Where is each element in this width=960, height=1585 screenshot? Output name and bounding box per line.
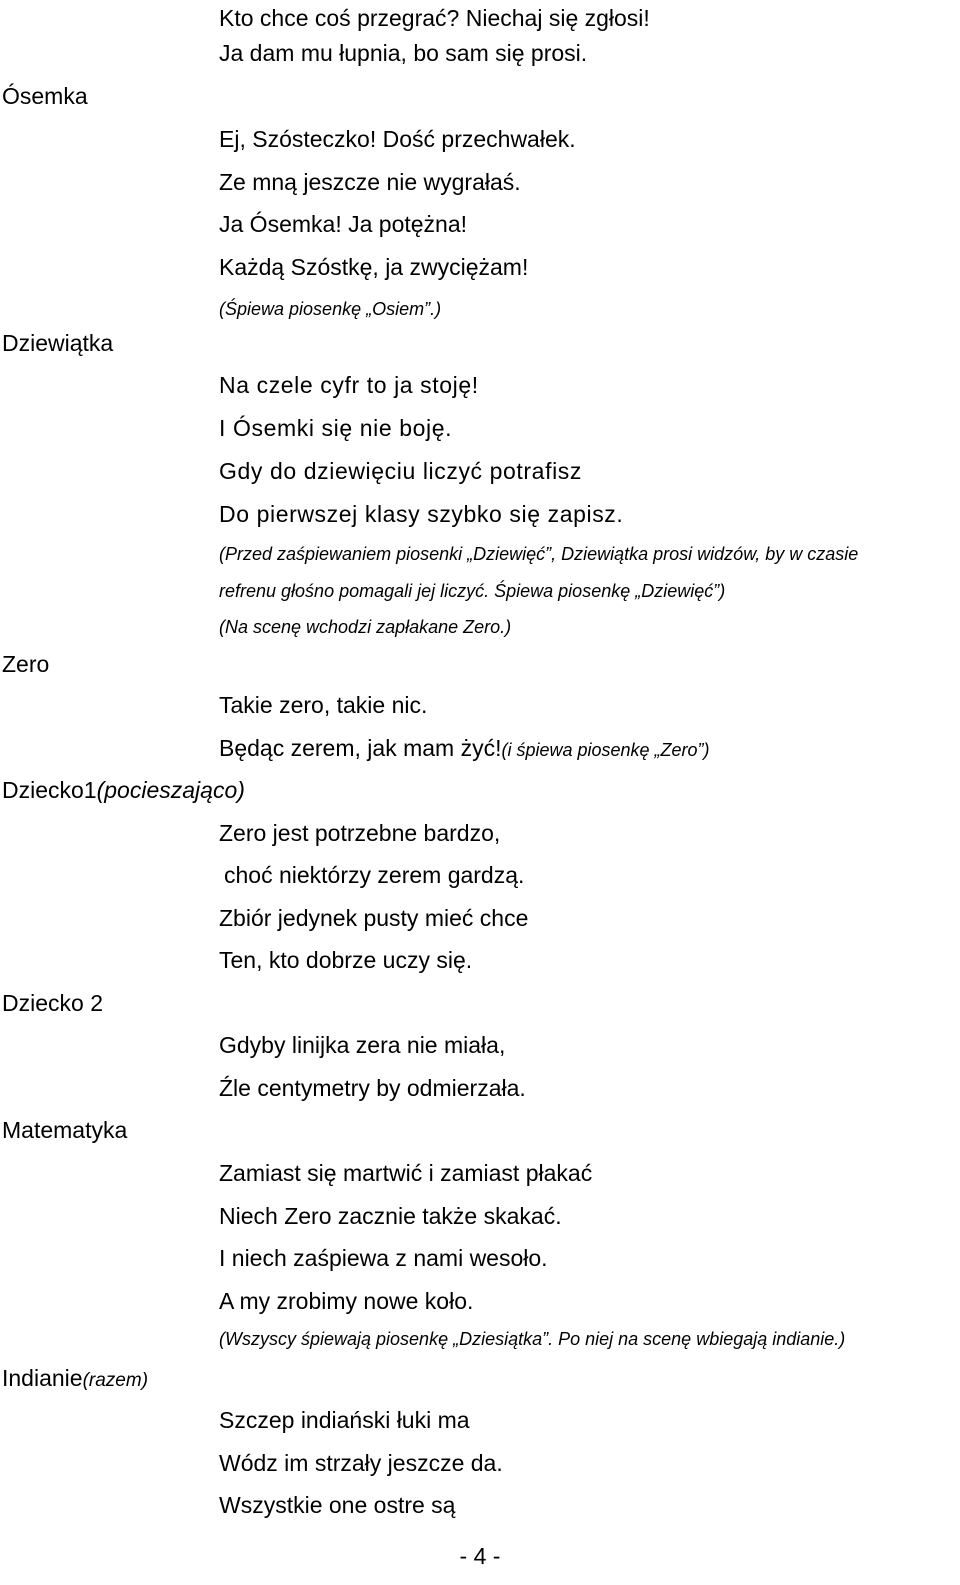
dialogue-line: Ej, Szósteczko! Dość przechwałek. [219,126,576,152]
speaker-dziecko1 [2,776,245,804]
dialogue-line: I Ósemki się nie boję. [219,415,453,441]
speaker-osemka: Ósemka [2,83,88,109]
dialogue-line: Na czele cyfr to ja stoję! [219,372,479,398]
dialogue-line: Takie zero, takie nic. [219,692,428,718]
stage-direction: (i śpiewa piosenkę „Zero”) [501,740,710,760]
dialogue-line: Ja dam mu łupnia, bo sam się prosi. [219,40,588,66]
dialogue-line: Zamiast się martwić i zamiast płakać [219,1160,593,1186]
dialogue-line: Do pierwszej klasy szybko się zapisz. [219,501,624,527]
dialogue-line: Gdy do dziewięciu liczyć potrafisz [219,458,582,484]
stage-note: (razem) [82,1370,149,1391]
dialogue-text: Będąc zerem, jak mam żyć! [219,735,502,761]
dialogue-line: I niech zaśpiewa z nami wesoło. [219,1245,548,1271]
dialogue-line: Źle centymetry by odmierzała. [219,1075,526,1101]
dialogue-line: A my zrobimy nowe koło. [219,1288,474,1314]
page-number: - 4 - [459,1543,501,1569]
dialogue-line: Wódz im strzały jeszcze da. [219,1450,503,1476]
dialogue-line: choć niektórzy zerem gardzą. [224,862,525,888]
dialogue-line: Zbiór jedynek pusty mieć chce [219,905,529,931]
stage-direction: (Wszyscy śpiewają piosenkę „Dziesiątka”. Po niej na scenę wbiegają indianie.) [219,1329,846,1349]
speaker-dziewiatka: Dziewiątka [2,330,114,356]
dialogue-line [219,734,710,764]
stage-direction: refrenu głośno pomagali jej liczyć. Śpiewa piosenkę „Dziewięć”) [219,581,726,601]
dialogue-line: Ja Ósemka! Ja potężna! [219,211,468,237]
dialogue-line: Ze mną jeszcze nie wygrałaś. [219,169,521,195]
stage-note: (pocieszająco) [96,777,245,803]
stage-direction: (Przed zaśpiewaniem piosenki „Dziewięć”, Dziewiątka prosi widzów, by w czasie [219,544,859,564]
speaker-dziecko2: Dziecko 2 [2,990,103,1016]
dialogue-line: Wszystkie one ostre są [219,1492,456,1518]
speaker-name: Dziecko1 [2,777,97,803]
dialogue-line: Ten, kto dobrze uczy się. [219,947,473,973]
stage-direction: (Śpiewa piosenkę „Osiem”.) [219,299,442,319]
dialogue-line: Szczep indiański łuki ma [219,1407,470,1433]
dialogue-line: Gdyby linijka zera nie miała, [219,1032,506,1058]
dialogue-line: Zero jest potrzebne bardzo, [219,820,501,846]
dialogue-line: Każdą Szóstkę, ja zwyciężam! [219,254,529,280]
speaker-name: Indianie [2,1365,83,1391]
stage-direction: (Na scenę wchodzi zapłakane Zero.) [219,617,512,637]
dialogue-line: Niech Zero zacznie także skakać. [219,1203,562,1229]
speaker-zero: Zero [2,651,50,677]
dialogue-line: Kto chce coś przegrać? Niechaj się zgłosi! [219,5,650,31]
speaker-indianie [2,1364,148,1395]
speaker-matematyka: Matematyka [2,1117,128,1143]
